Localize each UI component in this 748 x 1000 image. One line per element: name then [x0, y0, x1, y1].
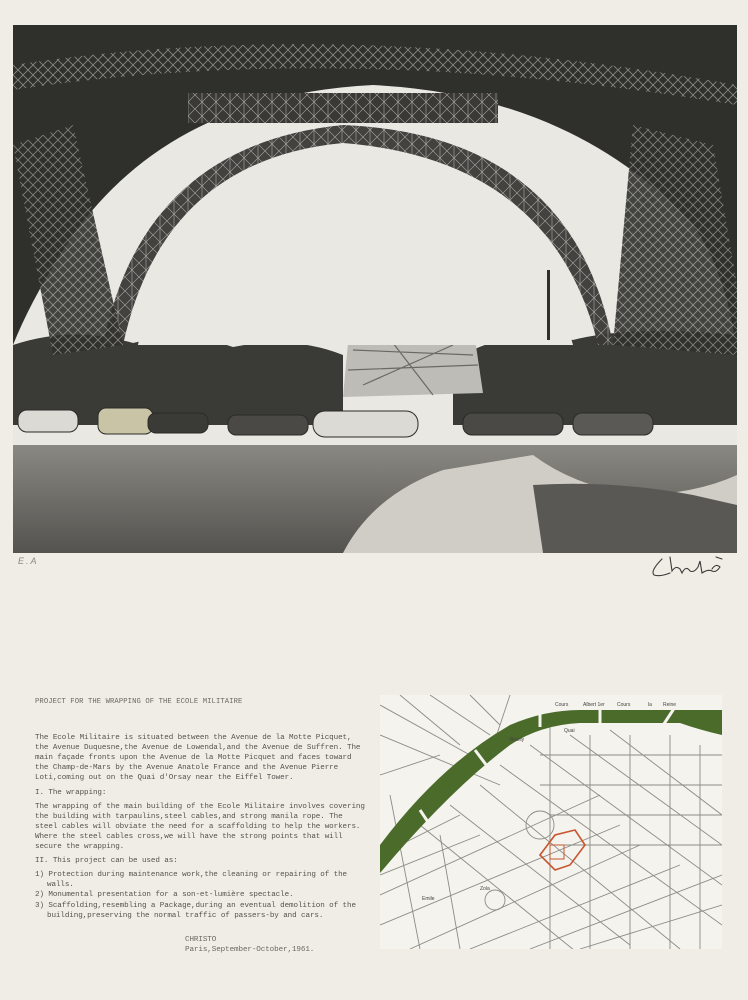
- edition-mark: E.A: [18, 556, 39, 566]
- section-1-heading: I. The wrapping:: [35, 788, 107, 797]
- author-block: [35, 935, 365, 955]
- project-description: [35, 697, 365, 955]
- map-label: Cours: [555, 702, 569, 708]
- map-label: Cours: [617, 702, 631, 708]
- use-item: 2) Monumental presentation for a son-et-lumière spectacle.: [35, 891, 294, 900]
- map-label: Reine: [663, 702, 677, 708]
- map-label: Zola: [480, 886, 490, 892]
- author-name: CHRISTO: [185, 935, 217, 944]
- artist-signature: [650, 551, 730, 581]
- map-label: Quai: [564, 728, 575, 734]
- eiffel-tower-photo: [13, 25, 737, 553]
- map-label: Albert 1er: [583, 702, 605, 708]
- map-label: Branly: [510, 737, 525, 743]
- use-item: 1) Protection during maintenance work,the cleaning or repairing of the walls.: [35, 871, 347, 890]
- paris-street-map: [380, 695, 722, 949]
- project-title: PROJECT FOR THE WRAPPING OF THE ECOLE MILITAIRE: [35, 698, 243, 706]
- use-item: 3) Scaffolding,resembling a Package,during an eventual demolition of the building,preserving the normal traffic of passers-by and cars.: [35, 901, 356, 920]
- map-label: la: [648, 702, 652, 708]
- intro-paragraph: The Ecole Militaire is situated between the Avenue de la Motte Picquet, the Avenue Duquesne,the Avenue de Lowendal,and the Avenue de Suffren. The main façade fronts upon the Avenue de la Motte Picquet and faces toward the Champ-de-Mars by the Avenue Anatole France and the Avenue Pierre Loti,coming out on the Quai d'Orsay near the Eiffel Tower.: [35, 734, 361, 783]
- map-label: Emile: [422, 896, 435, 902]
- uses-list: [35, 870, 365, 920]
- section-2-heading: II. This project can be used as:: [35, 857, 178, 866]
- section-1-body: The wrapping of the main building of the Ecole Militaire involves covering the building with tarpaulins,steel cables,and strong manila rope. The steel cables will obviate the need for a scaffolding to help the workers. Where the steel cables cross,we will have the strong points that will secure the wrapping.: [35, 802, 365, 852]
- place-date: Paris,September-October,1961.: [185, 945, 315, 954]
